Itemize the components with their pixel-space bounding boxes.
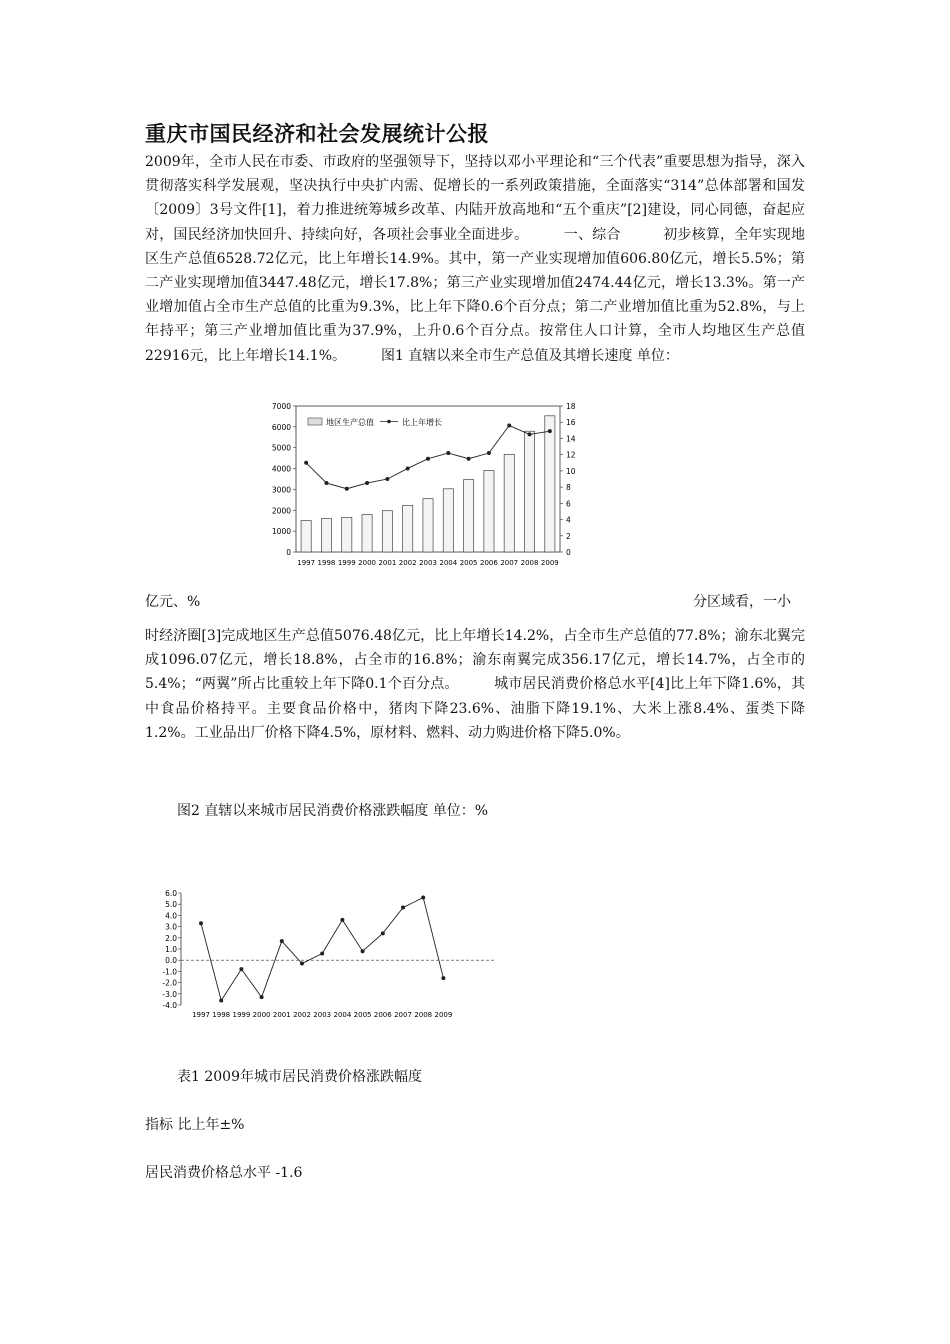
x-tick-label: 2004 xyxy=(333,1011,352,1019)
x-tick-label: 2006 xyxy=(373,1011,392,1019)
growth-point xyxy=(304,461,308,465)
legend-gdp-label: 地区生产总值 xyxy=(326,418,374,427)
intro-paragraph: 2009年，全市人民在市委、市政府的坚强领导下，坚持以邓小平理论和“三个代表”重要思想为指导，深入贯彻落实科学发展观，坚决执行中央扩内需、促增长的一系列政策措施，全面落实“314”总体部署和国发〔2009〕3号文件[1]，着力推进统筹城乡改革、内陆开放高地和“五个重庆”[2]建设，同心同德，奋起应对，国民经济加快回升、持续向好，各项社会事业全面进步。 一、综合 初步核算，全年实现地区生产总值6528.72亿元，比上年增长14.9%。其中，第一产业实现增加值606.80亿元，增长5.5%；第二产业实现增加值3447.48亿元，增长17.8%；第三产业实现增加值2474.44亿元，增长13.3%。第一产业增加值占全市生产总值的比重为9.3%，比上年下降0.6个百分点；第二产业增加值比重为52.8%，与上年持平；第三产业增加值比重为37.9%，上升0.6个百分点。按常住人口计算，全市人均地区生产总值22916元，比上年增长14.1%。 图1 直辖以来全市生产总值及其增长速度 单位： xyxy=(145,154,805,364)
y-left-tick-label: 6000 xyxy=(271,422,291,432)
x-tick-label: 1999 xyxy=(232,1011,251,1019)
cpi-point xyxy=(340,918,344,922)
region-text: 分区域看，一小 xyxy=(693,594,791,610)
gdp-bar xyxy=(342,517,352,552)
y-right-tick-label: 0 xyxy=(566,548,571,557)
gdp-bar xyxy=(423,499,433,552)
legend-growth-label: 比上年增长 xyxy=(402,418,442,427)
y-left-tick-label: 1000 xyxy=(271,527,291,537)
table-header: 指标 比上年±% xyxy=(145,1117,245,1133)
y-left-tick-label: 4000 xyxy=(271,464,291,474)
growth-point xyxy=(528,432,532,436)
x-tick-label: 1997 xyxy=(297,559,316,567)
x-tick-label: 2005 xyxy=(353,1011,372,1019)
gdp-bar xyxy=(403,505,413,552)
table-caption: 表1 2009年城市居民消费价格涨跌幅度 xyxy=(177,1069,422,1085)
y-right-tick-label: 14 xyxy=(566,434,576,444)
growth-point xyxy=(487,451,491,455)
cpi-point xyxy=(300,962,304,966)
y-right-tick-label: 10 xyxy=(566,466,576,476)
growth-point xyxy=(324,481,328,485)
x-tick-label: 2004 xyxy=(439,559,458,567)
y-tick-label: -2.0 xyxy=(162,978,177,988)
cpi-point xyxy=(320,951,324,955)
gdp-bar xyxy=(464,480,474,552)
cpi-point xyxy=(280,939,284,943)
table-row: 居民消费价格总水平 -1.6 xyxy=(145,1165,303,1181)
x-tick-label: 2003 xyxy=(313,1011,332,1019)
x-tick-label: 2001 xyxy=(378,559,397,567)
cpi-point xyxy=(361,949,365,953)
gdp-bar xyxy=(545,416,555,552)
y-tick-label: 1.0 xyxy=(165,945,177,954)
y-tick-label: 6.0 xyxy=(165,889,177,898)
legend-bar-swatch xyxy=(308,418,322,425)
gdp-bar xyxy=(504,454,514,552)
y-tick-label: -3.0 xyxy=(162,989,177,999)
cpi-point xyxy=(381,931,385,935)
gdp-bar xyxy=(301,521,311,552)
growth-point xyxy=(507,423,511,427)
x-tick-label: 2003 xyxy=(419,559,437,567)
x-tick-label: 2000 xyxy=(358,559,376,567)
y-tick-label: -4.0 xyxy=(162,1001,177,1010)
x-tick-label: 2009 xyxy=(540,559,559,567)
region-paragraph: 时经济圈[3]完成地区生产总值5076.48亿元，比上年增长14.2%，占全市生产总值的77.8%；渝东北翼完成1096.07亿元，增长18.8%，占全市的16.8%；渝东南翼完成356.17亿元，增长14.7%，占全市的5.4%；“两翼”所占比重较上年下降0.1个百分点。 城市居民消费价格总水平[4]比上年下降1.6%，其中食品价格持平。主要食品价格中，猪肉下降23.6%、油脂下降19.1%、大米上涨8.4%、蛋类下降1.2%。工业品出厂价格下降4.5%，原材料、燃料、动力购进价格下降5.0%。 xyxy=(145,628,805,741)
figure2-caption: 图2 直辖以来城市居民消费价格涨跌幅度 单位：% xyxy=(177,803,489,819)
growth-point xyxy=(345,487,349,491)
y-right-tick-label: 12 xyxy=(566,450,576,460)
y-right-tick-label: 6 xyxy=(566,499,571,509)
growth-point xyxy=(446,451,450,455)
x-tick-label: 2007 xyxy=(394,1011,412,1019)
y-left-tick-label: 0 xyxy=(286,548,291,557)
growth-point xyxy=(406,466,410,470)
growth-point xyxy=(385,477,389,481)
x-tick-label: 2008 xyxy=(520,559,539,567)
gdp-bar xyxy=(362,515,372,552)
x-tick-label: 1998 xyxy=(212,1011,231,1019)
gdp-bar xyxy=(484,470,494,552)
x-tick-label: 1998 xyxy=(317,559,336,567)
cpi-point xyxy=(260,995,264,999)
cpi-point xyxy=(421,895,425,899)
gdp-bar xyxy=(321,519,331,552)
y-right-tick-label: 16 xyxy=(566,418,576,428)
x-tick-label: 2000 xyxy=(252,1011,271,1019)
gdp-bar xyxy=(443,489,453,552)
growth-point xyxy=(365,481,369,485)
y-left-tick-label: 3000 xyxy=(271,485,291,495)
cpi-point xyxy=(401,906,405,910)
y-tick-label: 3.0 xyxy=(165,922,177,932)
cpi-chart xyxy=(145,885,505,1025)
x-tick-label: 2006 xyxy=(480,559,498,567)
growth-point xyxy=(548,429,552,433)
y-left-tick-label: 2000 xyxy=(271,506,291,516)
cpi-point xyxy=(219,999,223,1003)
y-tick-label: 4.0 xyxy=(165,911,177,921)
y-left-tick-label: 7000 xyxy=(271,402,291,411)
x-tick-label: 2001 xyxy=(272,1011,291,1019)
y-right-tick-label: 2 xyxy=(566,531,571,541)
x-tick-label: 2007 xyxy=(500,559,519,567)
growth-point xyxy=(426,457,430,461)
cpi-line xyxy=(201,897,443,1000)
y-right-tick-label: 18 xyxy=(566,402,576,411)
x-tick-label: 2002 xyxy=(293,1011,311,1019)
x-tick-label: 2008 xyxy=(414,1011,433,1019)
cpi-point xyxy=(199,921,203,925)
cpi-point xyxy=(441,976,445,980)
gdp-bar xyxy=(382,511,392,552)
y-tick-label: -1.0 xyxy=(162,967,177,977)
page-title: 重庆市国民经济和社会发展统计公报 xyxy=(145,122,489,146)
cpi-point xyxy=(239,967,243,971)
x-tick-label: 1999 xyxy=(337,559,356,567)
y-tick-label: 5.0 xyxy=(165,900,177,910)
growth-point xyxy=(467,457,471,461)
legend-line-marker xyxy=(387,420,391,424)
x-tick-label: 2009 xyxy=(434,1011,453,1019)
y-left-tick-label: 5000 xyxy=(271,443,291,453)
y-tick-label: 0.0 xyxy=(165,956,177,966)
x-tick-label: 1997 xyxy=(192,1011,210,1019)
x-tick-label: 2002 xyxy=(398,559,417,567)
y-right-tick-label: 8 xyxy=(566,483,571,493)
x-tick-label: 2005 xyxy=(459,559,478,567)
unit-text: 亿元、% xyxy=(145,594,201,610)
y-right-tick-label: 4 xyxy=(566,515,571,525)
gdp-chart xyxy=(258,398,598,573)
gdp-bar xyxy=(524,431,534,552)
y-tick-label: 2.0 xyxy=(165,933,177,943)
